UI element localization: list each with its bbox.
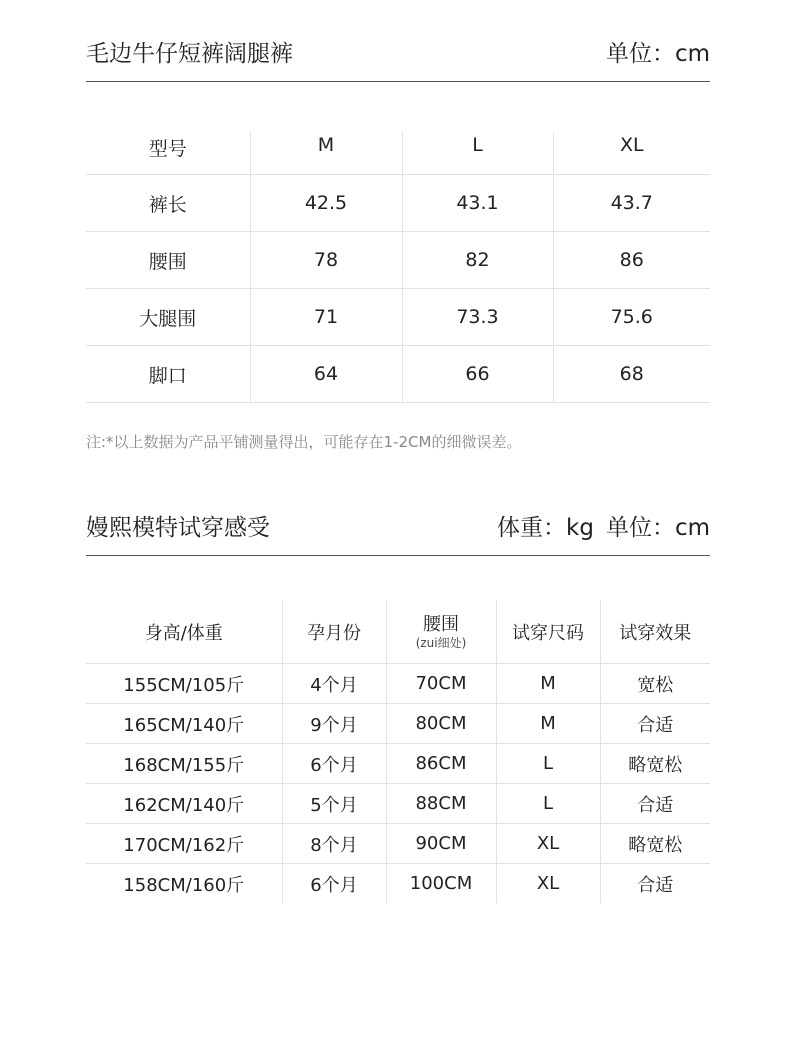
header-cell: M [250, 132, 402, 175]
table-cell: 70CM [386, 664, 496, 704]
measurement-note: 注:*以上数据为产品平铺测量得出，可能存在1-2CM的细微误差。 [86, 433, 522, 451]
table-cell: 合适 [600, 704, 710, 744]
header-cell [386, 600, 496, 664]
table-row [86, 232, 710, 289]
table-cell: 9个月 [282, 704, 386, 744]
size-section-header [86, 32, 710, 82]
table-cell: 略宽松 [600, 824, 710, 864]
header-cell: 身高/体重 [86, 600, 282, 664]
table-cell: 168CM/155斤 [86, 744, 282, 784]
header-cell: L [402, 132, 553, 175]
table-row [86, 704, 710, 744]
header-cell: 型号 [86, 132, 250, 175]
table-row [86, 824, 710, 864]
table-cell: 155CM/105斤 [86, 664, 282, 704]
row-label: 腰围 [86, 232, 250, 289]
table-cell: 6个月 [282, 864, 386, 904]
size-unit-label: 单位：cm [605, 41, 710, 67]
table-row [86, 864, 710, 904]
table-row [86, 664, 710, 704]
table-cell: 88CM [386, 784, 496, 824]
weight-unit-label: 体重：kg [497, 515, 594, 541]
table-cell: 75.6 [553, 289, 710, 346]
table-cell: 68 [553, 346, 710, 403]
table-cell: 43.1 [402, 175, 553, 232]
table-cell: 82 [402, 232, 553, 289]
fit-table [86, 600, 710, 903]
table-cell: 宽松 [600, 664, 710, 704]
header-cell-main: 腰围 [423, 613, 459, 635]
table-cell: 78 [250, 232, 402, 289]
table-cell: 5个月 [282, 784, 386, 824]
table-cell: 80CM [386, 704, 496, 744]
header-cell-sub: (zui细处) [415, 635, 467, 650]
table-cell: 158CM/160斤 [123, 874, 245, 896]
table-cell: 略宽松 [600, 744, 710, 784]
table-cell: 86 [553, 232, 710, 289]
table-row [86, 175, 710, 232]
table-cell: 4个月 [282, 664, 386, 704]
table-cell: 162CM/140斤 [86, 784, 282, 824]
table-cell: XL [496, 824, 600, 864]
table-cell: 42.5 [250, 175, 402, 232]
table-cell: 66 [402, 346, 553, 403]
row-label: 脚口 [86, 346, 250, 403]
table-cell: 8个月 [282, 824, 386, 864]
table-row [86, 744, 710, 784]
size-table [86, 132, 710, 403]
header-cell: XL [553, 132, 710, 175]
table-cell: 合适 [600, 864, 710, 904]
table-row [86, 289, 710, 346]
table-cell: M [496, 704, 600, 744]
table-cell: 43.7 [553, 175, 710, 232]
header-cell: 试穿效果 [600, 600, 710, 664]
table-cell: 6个月 [282, 744, 386, 784]
table-cell: 合适 [600, 784, 710, 824]
table-header-row [86, 600, 710, 664]
table-row [86, 784, 710, 824]
table-cell: 170CM/162斤 [86, 824, 282, 864]
table-header-row [86, 132, 710, 175]
header-cell: 孕月份 [282, 600, 386, 664]
fit-unit-labels [497, 509, 710, 542]
fit-section-title: 嫚熙模特试穿感受 [86, 515, 270, 541]
table-cell: 165CM/140斤 [86, 704, 282, 744]
row-label: 裤长 [86, 175, 250, 232]
table-cell: 90CM [386, 824, 496, 864]
header-cell: 试穿尺码 [496, 600, 600, 664]
fit-section-header [86, 506, 710, 556]
table-cell: L [496, 784, 600, 824]
table-cell: L [496, 744, 600, 784]
table-cell: 64 [250, 346, 402, 403]
row-label: 大腿围 [86, 289, 250, 346]
table-cell: 71 [250, 289, 402, 346]
table-row [86, 346, 710, 403]
table-cell: 100CM [386, 864, 496, 904]
table-cell: 73.3 [402, 289, 553, 346]
divider [86, 555, 710, 556]
size-section-title: 毛边牛仔短裤阔腿裤 [86, 41, 293, 67]
length-unit-label: 单位：cm [605, 515, 710, 541]
table-cell: 86CM [386, 744, 496, 784]
divider [86, 81, 710, 82]
table-cell: M [496, 664, 600, 704]
table-cell: XL [496, 864, 600, 904]
